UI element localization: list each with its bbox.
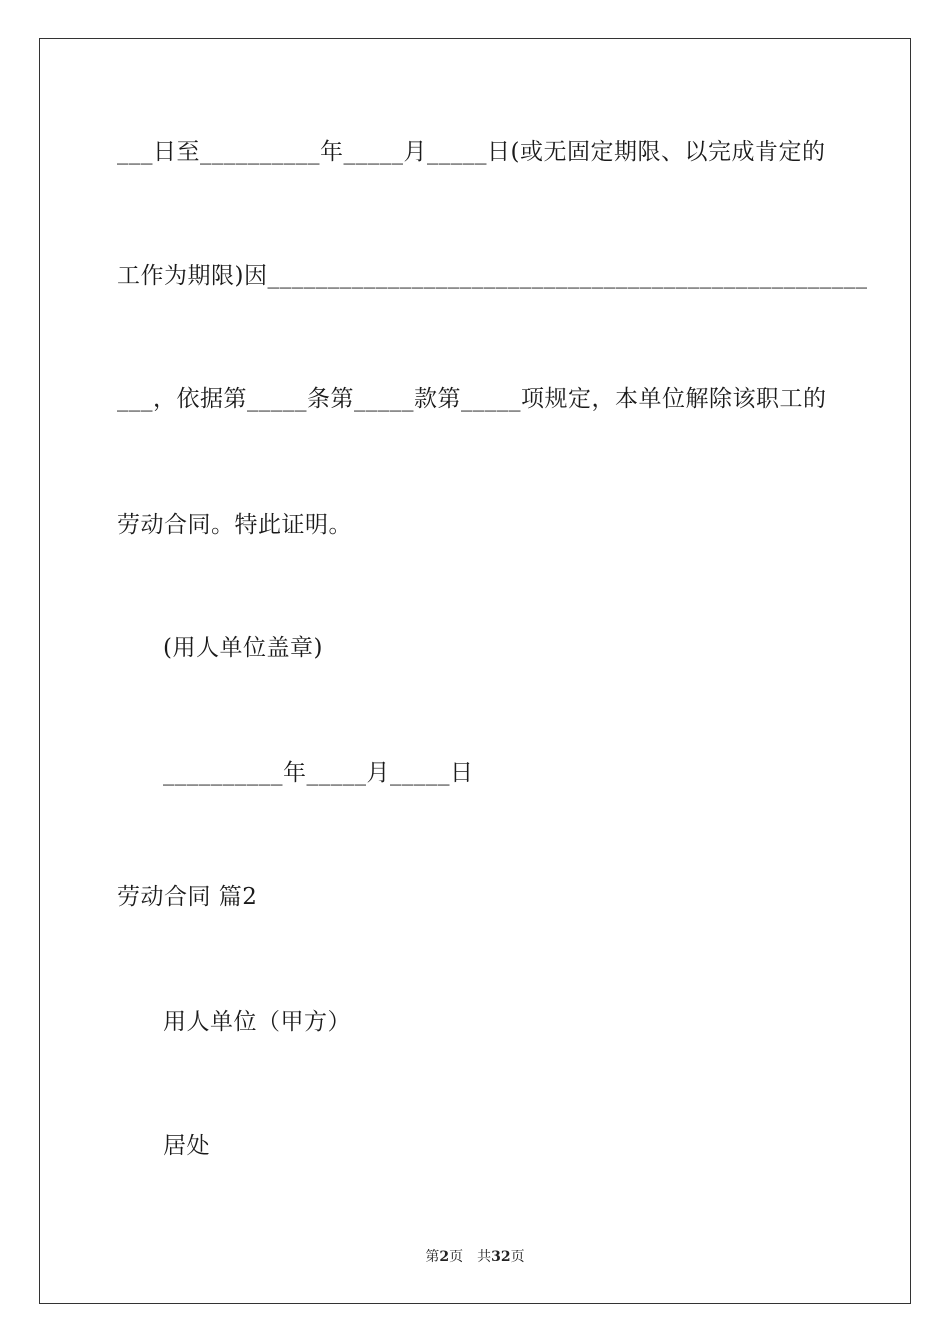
footer-mid: 页 共	[449, 1249, 492, 1265]
page-border	[39, 38, 911, 1304]
page-footer	[0, 1248, 950, 1266]
footer-prefix: 第	[425, 1249, 440, 1265]
body-text-line-1: ___日至__________年_____月_____日(或无固定期限、以完成肯定的	[117, 139, 826, 165]
body-text-line-4: 劳动合同。特此证明。	[117, 512, 352, 538]
section-heading: 劳动合同 篇2	[117, 884, 258, 910]
employer-label: 用人单位（甲方）	[163, 1009, 351, 1035]
footer-suffix: 页	[510, 1249, 525, 1265]
body-text-line-3: ___，依据第_____条第_____款第_____项规定，本单位解除该职工的	[117, 386, 827, 412]
seal-placeholder: (用人单位盖章)	[163, 635, 323, 661]
total-page-number: 32	[491, 1249, 511, 1265]
current-page-number: 2	[439, 1249, 450, 1265]
body-text-line-2: 工作为期限)因__________________________________________________	[117, 263, 868, 289]
date-line: __________年_____月_____日	[163, 760, 474, 786]
address-label: 居处	[163, 1133, 210, 1159]
